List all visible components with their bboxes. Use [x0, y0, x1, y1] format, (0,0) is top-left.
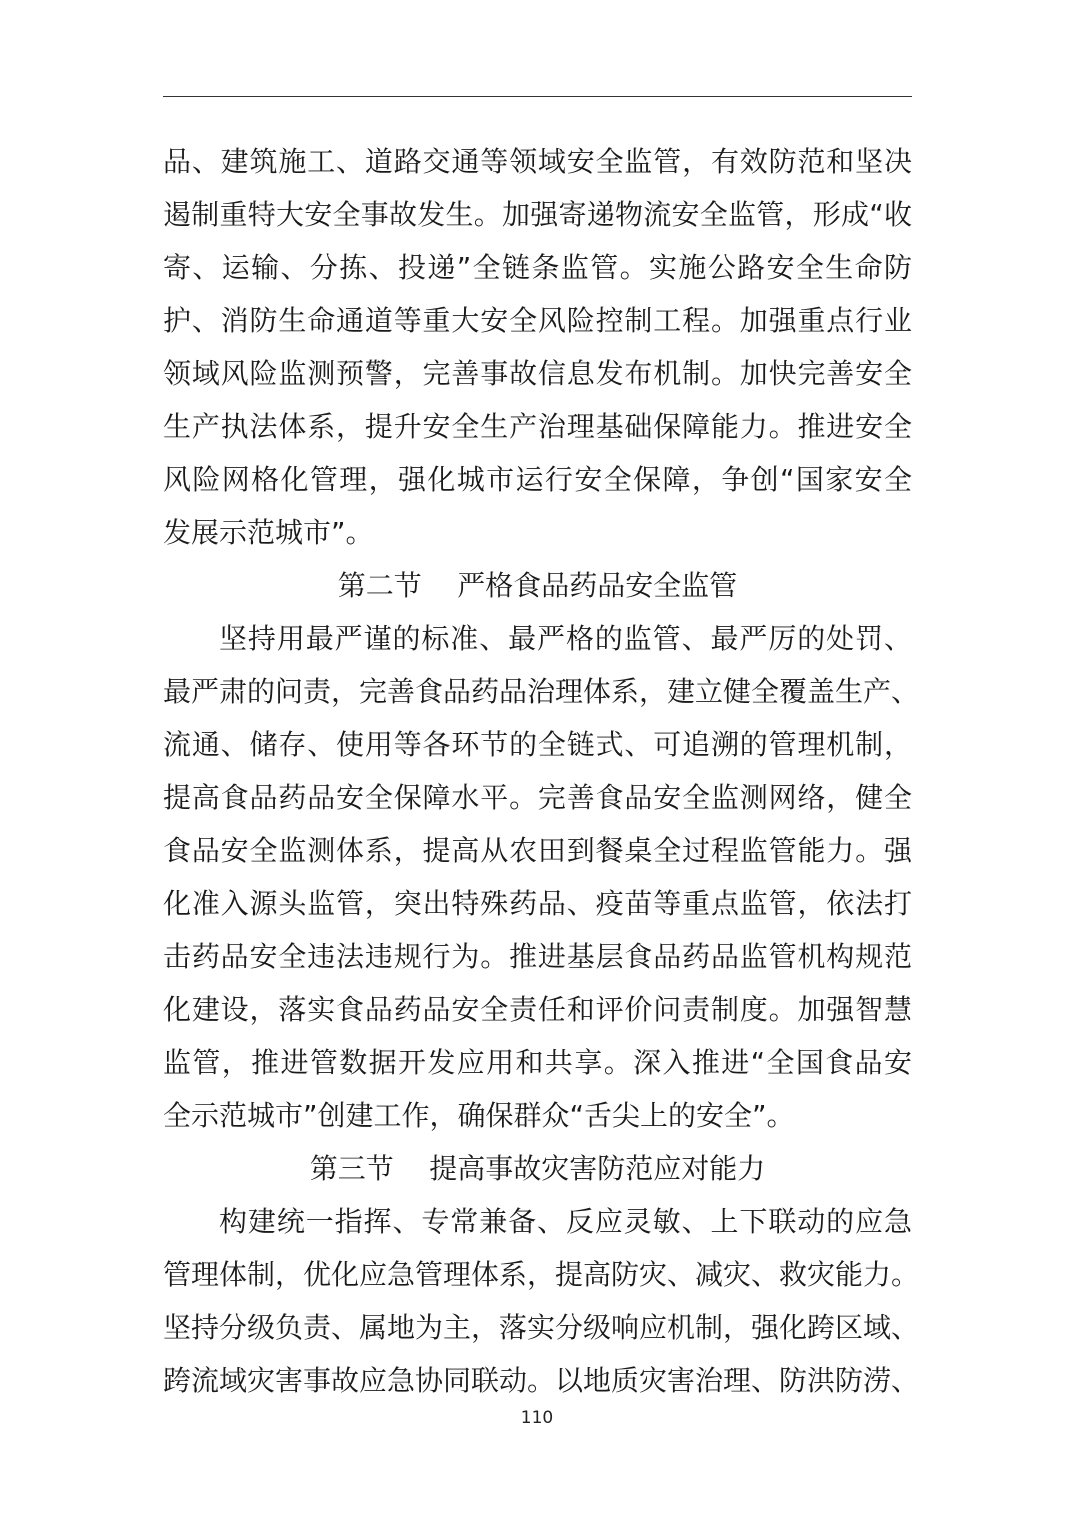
text-line: 化准入源头监管，突出特殊药品、疫苗等重点监管，依法打: [163, 887, 912, 920]
paragraph-1: [163, 135, 912, 559]
text-line: 遏制重特大安全事故发生。加强寄递物流安全监管，形成“收: [163, 198, 912, 231]
text-line: 击药品安全违法违规行为。推进基层食品药品监管机构规范: [163, 940, 912, 973]
text-line: 发展示范城市”。: [163, 516, 374, 549]
text-line: 护、消防生命通道等重大安全风险控制工程。加强重点行业: [163, 304, 912, 337]
section-heading-2: 第二节 严格食品药品安全监管: [337, 569, 738, 602]
text-line: 全示范城市”创建工作，确保群众“舌尖上的安全”。: [163, 1099, 795, 1132]
text-line: 寄、运输、分拣、投递”全链条监管。实施公路安全生命防: [163, 251, 912, 284]
paragraph-3: [163, 1195, 920, 1407]
text-line: 食品安全监测体系，提高从农田到餐桌全过程监管能力。强: [163, 834, 912, 867]
page-number: 110: [520, 1408, 554, 1428]
text-line: 提高食品药品安全保障水平。完善食品安全监测网络，健全: [163, 781, 912, 814]
text-line: 构建统一指挥、专常兼备、反应灵敏、上下联动的应急: [219, 1205, 912, 1238]
page-body: [163, 135, 920, 1407]
text-line: 坚持用最严谨的标准、最严格的监管、最严厉的处罚、: [219, 622, 912, 655]
text-line: 化建设，落实食品药品安全责任和评价问责制度。加强智慧: [163, 993, 912, 1026]
section-heading-3: 第三节 提高事故灾害防范应对能力: [309, 1152, 766, 1185]
text-line: 管理体制，优化应急管理体系，提高防灾、减灾、救灾能力。: [163, 1258, 920, 1291]
paragraph-2: [163, 612, 920, 1142]
header-rule: [163, 96, 912, 97]
text-line: 跨流域灾害事故应急协同联动。以地质灾害治理、防洪防涝、: [163, 1364, 920, 1397]
text-line: 流通、储存、使用等各环节的全链式、可追溯的管理机制，: [163, 728, 912, 761]
text-line: 领域风险监测预警，完善事故信息发布机制。加快完善安全: [163, 357, 912, 390]
text-line: 监管，推进管数据开发应用和共享。深入推进“全国食品安: [163, 1046, 912, 1079]
text-line: 风险网格化管理，强化城市运行安全保障，争创“国家安全: [163, 463, 912, 496]
text-line: 生产执法体系，提升安全生产治理基础保障能力。推进安全: [163, 410, 912, 443]
text-line: 品、建筑施工、道路交通等领域安全监管，有效防范和坚决: [163, 145, 912, 178]
text-line: 坚持分级负责、属地为主，落实分级响应机制，强化跨区域、: [163, 1311, 920, 1344]
text-line: 最严肃的问责，完善食品药品治理体系，建立健全覆盖生产、: [163, 675, 920, 708]
